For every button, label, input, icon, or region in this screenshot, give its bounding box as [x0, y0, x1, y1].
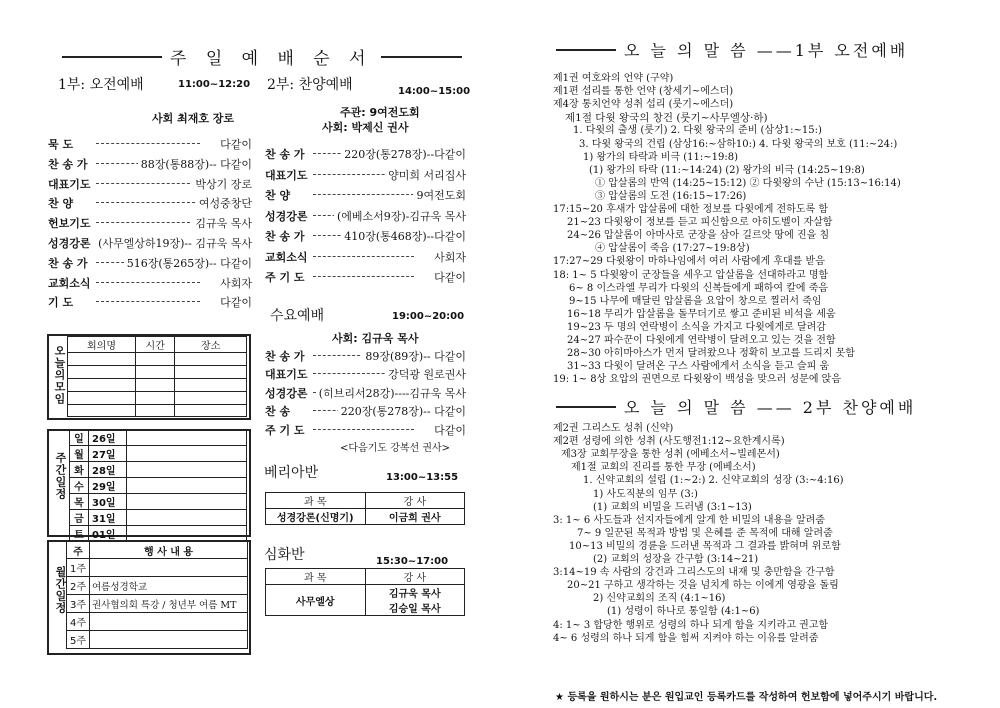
sermon2-rule — [556, 406, 616, 408]
order-item-value: 사회자 — [431, 249, 466, 265]
monthly-label: 월간일정 — [54, 566, 67, 614]
outline1-line: 31~33 다윗이 달려온 구스 사람에게서 소식을 듣고 슬피 움 — [567, 361, 830, 373]
outline1-line: 19: 1~ 8상 요압의 권면으로 다윗왕이 백성을 맞으러 성문에 앉음 — [553, 374, 841, 386]
order-item-label: 성경강론 — [265, 386, 308, 400]
order-item-leader — [96, 183, 200, 184]
order-item-leader — [313, 276, 414, 277]
order-item-leader — [313, 194, 414, 195]
service2-presider: 사회: 박제신 권사 — [322, 121, 409, 134]
weekly-date: 29일 — [89, 478, 127, 494]
berea-name: 베리아반 — [264, 465, 319, 481]
order-item-value: 양미희 서리집사 — [385, 167, 466, 183]
order-item-value: 사회자 — [217, 275, 252, 291]
monthly-content — [90, 559, 248, 577]
outline1-line: ① 압살롬의 반역 (14:25~15:12) ② 다윗왕의 수난 (15:13~16:14) — [595, 177, 901, 189]
order-item-label: 찬 송 가 — [265, 230, 305, 243]
advanced-col-teacher: 강 사 — [365, 569, 465, 585]
monthly-week: 2주 — [67, 577, 90, 595]
outline2-line: 4: 1~ 3 합당한 행위로 성령의 하나 되게 함을 지키라고 권고함 — [553, 619, 829, 631]
header-rule-right — [381, 56, 462, 58]
outline1-line: 제1권 여호와의 언약 (구약) — [553, 73, 674, 84]
outline1-line: 제1절 다윗 왕국의 창건 (룻기~사무엘상·하) — [565, 112, 768, 125]
outline1-line: 17:27~29 다윗왕이 마하나임에서 여러 사람에게 후대를 받음 — [553, 256, 825, 268]
outline2-line: 1. 신약교회의 설립 (1:~2:) 2. 신약교회의 성장 (3:~4:16) — [583, 475, 844, 487]
weekly-date: 27일 — [89, 446, 127, 462]
outline2-line: 제3장 교회무장을 통한 성취 (에베소서~빌레몬서) — [561, 449, 780, 461]
outline1-line: 17:15~20 후새가 압살롬에 대한 정보를 다윗에게 전하도록 함 — [553, 204, 829, 215]
outline2-line: 20~21 구하고 생각하는 것을 넘치게 하는 이에게 영광을 돌림 — [567, 580, 839, 592]
weekly-date: 01일 — [89, 526, 127, 542]
advanced-table — [265, 568, 465, 616]
weekly-row — [70, 510, 247, 526]
order-item-label: 주 기 도 — [265, 423, 305, 437]
order-item-value: 516장(통265장)-- 다같이 — [124, 255, 252, 271]
order-item-leader — [96, 202, 200, 203]
service2-host: 주관: 9여전도회 — [340, 106, 420, 119]
wednesday-presider: 사회: 김규욱 목사 — [332, 332, 419, 345]
order-item-label: 묵 도 — [48, 138, 74, 151]
service1-time: 11:00~12:20 — [178, 79, 251, 90]
order-item-value: 다같이 — [217, 294, 252, 310]
order-item-label: 찬 송 가 — [265, 148, 305, 161]
order-item-label: 찬 양 — [265, 189, 291, 202]
sermon1-rule — [556, 49, 616, 51]
weekly-row — [70, 462, 247, 478]
order-item-label: 헌보기도 — [48, 217, 91, 231]
outline2-line: 제1절 교회의 진리를 통한 무장 (에베소서) — [571, 462, 756, 474]
monthly-col-content: 행 사 내 용 — [90, 542, 248, 559]
wednesday-time: 19:00~20:00 — [392, 311, 465, 322]
order-item-leader — [96, 222, 200, 223]
weekly-date: 28일 — [89, 462, 127, 478]
outline1-line: 24~26 압살롬이 아마사로 군장을 삼아 길르앗 땅에 진을 침 — [567, 230, 830, 242]
order-item-value: (히브리서28강)----김규욱 목사 — [316, 385, 466, 401]
outline1-line: 18: 1~ 5 다윗왕이 군장들을 세우고 압살롬을 선대하라고 명함 — [553, 269, 829, 281]
weekly-event — [127, 462, 247, 478]
order-item-value: (에베소서9장)-김규욱 목사 — [334, 208, 466, 224]
service1-presider: 사회 최재호 장로 — [152, 112, 235, 125]
order-item-label: 찬 송 가 — [48, 256, 88, 270]
outline2-line: 1) 사도직분의 임무 (3:) — [593, 488, 698, 500]
weekly-day: 화 — [70, 462, 89, 478]
outline2-line: (1) 성령이 하나로 통일함 (4:1~6) — [607, 606, 760, 618]
advanced-teachers — [365, 585, 465, 616]
order-item-value: 강덕광 원로권사 — [385, 366, 466, 382]
order-item-label: 대표기도 — [265, 368, 308, 382]
order-item-value: 88장(통88장)-- 다같이 — [138, 156, 252, 172]
berea-teacher: 이금희 권사 — [365, 509, 465, 525]
weekly-day: 월 — [70, 446, 89, 462]
weekly-date: 30일 — [89, 494, 127, 510]
order-item-label: 찬 송 가 — [48, 157, 88, 171]
weekly-date: 26일 — [89, 430, 127, 446]
meetings-col-time: 시간 — [136, 337, 175, 353]
weekly-day: 금 — [70, 510, 89, 526]
order-item-value: 89장(89장)-- 다같이 — [362, 348, 466, 364]
outline1-line: 21~23 다윗왕이 정보를 듣고 피신함으로 아히도벨이 자살함 — [567, 217, 833, 229]
order-item-label: 성경강론 — [265, 209, 308, 223]
order-item-label: 대표기도 — [48, 177, 91, 191]
monthly-content: 여름성경학교 — [90, 577, 248, 595]
worship-order-title: 주 일 예 배 순 서 — [170, 49, 373, 69]
monthly-col-week: 주 — [67, 542, 90, 559]
order-item-label: 대표기도 — [265, 168, 308, 182]
order-item-label: 기 도 — [48, 296, 74, 310]
weekly-row — [70, 494, 247, 510]
service2-time: 14:00~15:00 — [398, 86, 471, 97]
berea-table — [265, 492, 465, 525]
advanced-teacher-2: 김승일 목사 — [388, 604, 441, 615]
monthly-week: 5주 — [67, 631, 90, 649]
wednesday-name: 수요예배 — [270, 308, 325, 324]
outline1-line: (1) 왕가의 타락 (11:~14:24) (2) 왕가의 비극 (14:25~19:8) — [589, 164, 865, 176]
order-item-leader — [313, 256, 414, 257]
meetings-label: 오늘의모임 — [53, 345, 66, 405]
weekly-event — [127, 494, 247, 510]
berea-time: 13:00~13:55 — [386, 472, 459, 483]
outline1-line: 3. 다윗 왕국의 건립 (삼상16:~삼하10:) 4. 다윗 왕국의 보호 (11:~24:) — [579, 138, 898, 150]
weekly-label: 주간일정 — [54, 452, 67, 500]
worship-order-header — [62, 44, 462, 69]
weekly-day: 목 — [70, 494, 89, 510]
outline2-line: 7~ 9 일꾼된 목적과 방법 및 은혜를 준 목적에 대해 알려줌 — [577, 527, 833, 539]
weekly-day: 일 — [70, 430, 89, 446]
outline2-line: 3:14~19 속 사람의 강건과 그리스도의 내재 및 충만함을 간구함 — [553, 567, 835, 579]
order-item-label: 찬 송 가 — [265, 350, 305, 363]
order-item-value: (사무엘상하19장)-- 김규욱 목사 — [95, 235, 252, 251]
weekly-row — [70, 446, 247, 462]
outline2-line: 제2권 그리스도 성취 (신약) — [553, 423, 674, 434]
outline1-line: 19~23 두 명의 연락병이 소식을 가지고 다윗에게로 달려감 — [567, 321, 826, 333]
weekly-event — [127, 510, 247, 526]
order-item-label: 주 기 도 — [265, 271, 305, 284]
monthly-row — [67, 631, 248, 649]
outline1-line: 1. 다윗의 출생 (룻기) 2. 다윗 왕국의 준비 (삼상1:~15:) — [573, 125, 822, 137]
monthly-content — [90, 613, 248, 631]
monthly-week: 1주 — [67, 559, 90, 577]
outline2-line: 3: 1~ 6 사도들과 선지자들에게 알게 한 비밀의 내용을 알려줌 — [553, 514, 825, 526]
weekly-row — [70, 478, 247, 494]
sermon1-header — [556, 38, 956, 61]
order-item-leader — [96, 301, 200, 302]
order-item-value: 다같이 — [217, 136, 252, 152]
outline2-line: 2) 신약교회의 조직 (4:1~16) — [593, 593, 726, 605]
monthly-row — [67, 559, 248, 577]
advanced-name: 심화반 — [264, 547, 305, 563]
registration-notice: ★ 등록을 원하시는 분은 원입교인 등록카드를 작성하여 헌보함에 넣어주시기 바랍니다. — [555, 692, 938, 703]
meetings-col-place: 장소 — [175, 337, 247, 353]
service2-name: 2부: 찬양예배 — [267, 77, 353, 93]
outline1-line: ④ 압살롬이 죽음 (17:27~19:8상) — [595, 243, 750, 255]
monthly-week: 3주 — [67, 595, 90, 613]
order-item-label: 찬 송 — [265, 405, 291, 419]
sermon2-title: 오 늘 의 말 씀 —— 2부 찬양예배 — [624, 398, 917, 417]
outline1-line: 9~15 나무에 매달린 압살롬을 요압이 창으로 찔러서 죽임 — [569, 295, 822, 307]
meetings-table — [67, 336, 247, 417]
sermon2-header — [556, 395, 956, 418]
weekly-table — [69, 429, 247, 542]
order-item-value: 9여전도회 — [413, 187, 466, 203]
monthly-row — [67, 577, 248, 595]
outline1-line: ③ 압살롬의 도전 (16:15~17:26) — [595, 190, 747, 202]
order-item-value: 여성중창단 — [196, 195, 252, 211]
outline2-line: 4~ 6 성령의 하나 되게 함을 힘써 지켜야 하는 이유를 알려줌 — [553, 632, 819, 644]
outline1-line: 16~18 무리가 압살롬을 돌무더기로 쌓고 준비된 비석을 세움 — [567, 308, 836, 320]
order-item-value: 410장(통468장)--다같이 — [341, 228, 466, 244]
order-item-value: 220장(통278장)--다같이 — [341, 146, 466, 162]
monthly-table — [66, 541, 248, 649]
advanced-col-subject: 과 목 — [266, 569, 366, 585]
monthly-row — [67, 595, 248, 613]
monthly-content — [90, 631, 248, 649]
order-item-leader — [96, 282, 200, 283]
outline2-line: (2) 교회의 성장을 간구함 (3:14~21) — [593, 554, 759, 565]
order-item-value: 다같이 — [431, 422, 466, 438]
outline2-line: (1) 교회의 비밀을 드러냄 (3:1~13) — [593, 501, 752, 513]
outline1-line: 제4장 통치언약 성취 섭리 (룻기~에스더) — [553, 99, 734, 111]
outline2-line: 10~13 비밀의 경륜을 드러낸 목적과 그 결과를 밝혀며 위로함 — [569, 540, 841, 552]
outline2-line: 제2편 성령에 의한 성취 (사도행전1:12~요한계시록) — [553, 436, 785, 448]
order-item-leader — [96, 143, 200, 144]
weekly-event — [127, 446, 247, 462]
advanced-teacher-1: 김규욱 목사 — [388, 589, 441, 600]
berea-col-teacher: 강 사 — [365, 493, 465, 509]
order-item-label: 교회소식 — [48, 276, 91, 290]
weekly-event — [127, 478, 247, 494]
advanced-time: 15:30~17:00 — [376, 556, 449, 567]
advanced-subject: 사무엘상 — [266, 585, 366, 616]
outline1-line: 24~27 파수꾼이 다윗에게 연락병이 달려오고 있는 것을 전함 — [567, 335, 836, 346]
order-item-label: 성경강론 — [48, 237, 91, 250]
order-item-value: 박상기 장로 — [192, 176, 252, 192]
weekly-day: 수 — [70, 478, 89, 494]
outline1-line: 제1편 섭리를 통한 언약 (창세기~에스더) — [553, 86, 734, 98]
order-item-leader — [313, 429, 414, 430]
next-prayer-note: <다음기도 강복선 권사> — [340, 443, 451, 454]
weekly-row — [70, 430, 247, 446]
header-rule-left — [62, 56, 162, 58]
sermon1-title: 오 늘 의 말 씀 ——1부 오전예배 — [624, 41, 909, 60]
order-item-value: 김규욱 목사 — [192, 215, 252, 231]
order-item-label: 찬 양 — [48, 197, 74, 211]
service1-name: 1부: 오전예배 — [58, 77, 144, 93]
monthly-content: 권사협의회 특강 / 청년부 여름 MT — [90, 595, 248, 613]
berea-subject: 성경강론(신명기) — [266, 509, 366, 525]
meetings-col-name: 회의명 — [68, 337, 136, 353]
monthly-week: 4주 — [67, 613, 90, 631]
weekly-day: 토 — [70, 526, 89, 542]
order-item-value: 다같이 — [431, 269, 466, 285]
monthly-row — [67, 613, 248, 631]
berea-col-subject: 과 목 — [266, 493, 366, 509]
weekly-date: 31일 — [89, 510, 127, 526]
order-item-value: 220장(통278장)-- 다같이 — [338, 403, 466, 419]
outline1-line: 1) 왕가의 타락과 비극 (11:~19:8) — [583, 151, 738, 163]
order-item-label: 교회소식 — [265, 250, 308, 264]
outline1-line: 28~30 아히마아스가 먼저 달려왔으나 정확히 보고를 드리지 못함 — [567, 348, 855, 360]
outline1-line: 6~ 8 이스라엘 무리가 다윗의 신복들에게 패하여 칼에 죽음 — [569, 282, 829, 294]
weekly-event — [127, 430, 247, 446]
